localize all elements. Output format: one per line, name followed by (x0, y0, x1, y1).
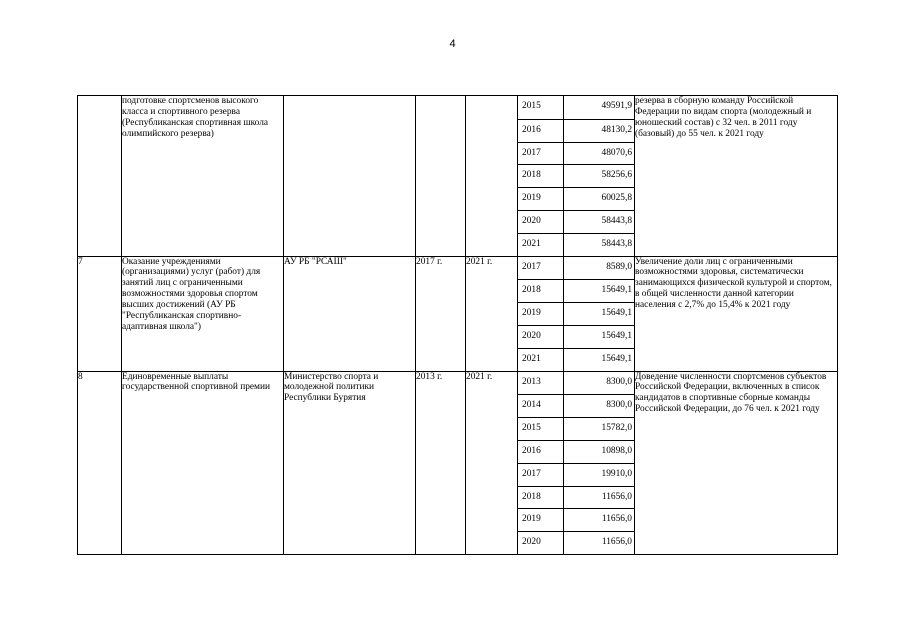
year-item: 2019 (518, 508, 563, 531)
funding-value: 58443,8 (564, 210, 634, 233)
funding-value: 8300,0 (564, 394, 634, 417)
activity-name: подготовке спортсменов высокого класса и спортивного резерва (Республиканская спортивная школа олимпийского резерва) (122, 96, 284, 257)
year-item: 2015 (518, 417, 563, 440)
funding-value: 58443,8 (564, 233, 634, 256)
funding-value: 11656,0 (564, 508, 634, 531)
row-number: 7 (78, 256, 122, 371)
year-item: 2021 (518, 348, 563, 371)
year-item: 2017 (522, 261, 541, 272)
funding-value: 15649,1 (564, 302, 634, 325)
program-table (77, 95, 838, 555)
values-cell (564, 371, 635, 554)
end-year (466, 96, 518, 257)
funding-value: 15649,1 (564, 325, 634, 348)
executor: АУ РБ "РСАШ" (284, 256, 416, 371)
year-item: 2016 (518, 440, 563, 463)
year-item: 2013 (522, 376, 541, 387)
values-cell (564, 256, 635, 371)
activity-name: Единовременные выплаты государственной спортивной премии (122, 371, 284, 554)
table-row (78, 96, 838, 257)
funding-value: 15649,1 (564, 348, 634, 371)
year-item: 2019 (518, 187, 563, 210)
funding-value: 11656,0 (564, 531, 634, 554)
years-cell (518, 256, 564, 371)
year-item: 2019 (518, 302, 563, 325)
funding-value: 48130,2 (564, 119, 634, 142)
funding-value: 48070,6 (564, 142, 634, 165)
years-cell (518, 371, 564, 554)
end-year: 2021 г. (466, 256, 518, 371)
executor: Министерство спорта и молодежной политики Республики Бурятия (284, 371, 416, 554)
year-item: 2016 (518, 119, 563, 142)
funding-value: 19910,0 (564, 463, 634, 486)
funding-value: 8300,0 (606, 376, 632, 387)
year-item: 2017 (518, 142, 563, 165)
table-row (78, 371, 838, 554)
year-item: 2018 (518, 164, 563, 187)
funding-value: 8589,0 (606, 261, 632, 272)
funding-value: 15649,1 (564, 279, 634, 302)
funding-value: 49591,9 (601, 101, 632, 111)
year-item: 2020 (518, 210, 563, 233)
funding-value: 60025,8 (564, 187, 634, 210)
expected-result: резерва в сборную команду Российской Федерации по видам спорта (молодежный и юношеский состав) с 32 чел. в 2011 году (базовый) до 55 чел. к 2021 году (635, 96, 838, 257)
year-item: 2015 (522, 101, 541, 111)
funding-value: 58256,6 (564, 164, 634, 187)
funding-value: 15782,0 (564, 417, 634, 440)
activity-name: Оказание учреждениями (организациями) услуг (работ) для занятий лиц с ограниченными возможностями здоровья спортом высших достижений (АУ РБ "Республиканская спортивно-адаптивная школа") (122, 256, 284, 371)
expected-result: Доведение численности спортсменов субъектов Российской Федерации, включенных в список кандидатов в спортивные сборные команды Российской Федерации, до 76 чел. к 2021 году (635, 371, 838, 554)
year-item: 2017 (518, 463, 563, 486)
year-item: 2020 (518, 531, 563, 554)
table-row (78, 256, 838, 371)
values-cell (564, 96, 635, 257)
funding-value: 11656,0 (564, 486, 634, 509)
row-number: 8 (78, 371, 122, 554)
year-item: 2021 (518, 233, 563, 256)
start-year: 2013 г. (416, 371, 466, 554)
start-year (416, 96, 466, 257)
executor (284, 96, 416, 257)
row-number (78, 96, 122, 257)
start-year: 2017 г. (416, 256, 466, 371)
year-item: 2014 (518, 394, 563, 417)
year-item: 2018 (518, 486, 563, 509)
funding-value: 10898,0 (564, 440, 634, 463)
year-item: 2020 (518, 325, 563, 348)
expected-result: Увеличение доли лиц с ограниченными возможностями здоровья, систематически занимающихся физической культурой и спортом, в общей численности данной категории населения с 2,7% до 15,4% к 2021 году (635, 256, 838, 371)
page-number: 4 (449, 38, 456, 50)
end-year: 2021 г. (466, 371, 518, 554)
year-item: 2018 (518, 279, 563, 302)
years-cell (518, 96, 564, 257)
